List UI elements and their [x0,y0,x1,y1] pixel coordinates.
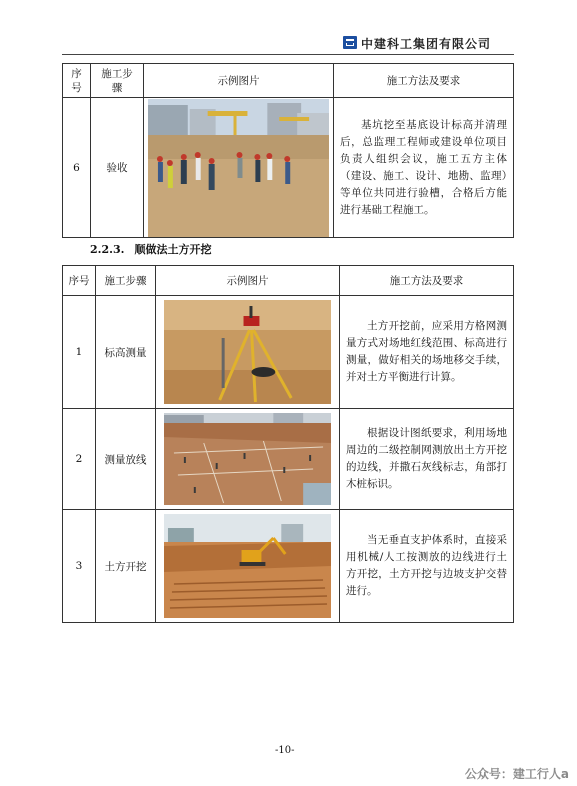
col-header-picture: 示例图片 [156,266,340,296]
row-step: 标高测量 [96,296,156,409]
section-number: 2.2.3. [90,243,125,256]
method-text: 根据设计图纸要求，利用场地周边的二级控制网测放出土方开挖的边线，并撒石灰线标志，角部打木桩标识。 [340,409,514,510]
col-header-no: 序号 [63,266,96,296]
row-number: 2 [63,409,96,510]
row-step: 测量放线 [96,409,156,510]
method-text: 当无垂直支护体系时，直接采用机械/人工按测放的边线进行土方开挖，土方开挖与边坡支护交替进行。 [340,510,514,623]
section-heading [90,241,221,257]
table-row [63,510,514,623]
example-photo-cell [156,409,340,510]
col-header-step: 施工步骤 [96,266,156,296]
table-header-row [63,266,514,296]
table-row [63,409,514,510]
row-number: 1 [63,296,96,409]
row-step: 验收 [91,98,144,238]
excavation-photo [164,514,331,618]
page-number: -10- [275,745,295,756]
row-number: 6 [63,98,91,238]
page-header [62,34,514,55]
col-header-method: 施工方法及要求 [334,64,514,98]
watermark-text: 公众号：建工行人a [464,767,569,781]
col-header-no: 序 号 [63,64,91,98]
table-header-row [63,64,514,98]
excavation-steps-table [62,265,514,623]
company-logo-icon [343,36,357,49]
layout-staking-photo [164,413,331,505]
method-text: 基坑挖至基底设计标高并清理后，总监理工程师或建设单位项目负责人组织会议，施工五方主体（建设、施工、设计、地勘、监理）等单位共同进行验槽，合格后方能进行基础工程施工。 [334,98,514,238]
acceptance-table [62,63,514,238]
site-acceptance-photo [148,99,329,237]
elevation-survey-photo [164,300,331,404]
method-text: 土方开挖前，应采用方格网测量方式对场地红线范围、标高进行测量，做好相关的场地移交手续，并对土方平衡进行计算。 [340,296,514,409]
row-step: 土方开挖 [96,510,156,623]
table-row [63,296,514,409]
col-header-method: 施工方法及要求 [340,266,514,296]
example-photo-cell [156,510,340,623]
col-header-picture: 示例图片 [144,64,334,98]
col-header-step: 施工步 骤 [91,64,144,98]
example-photo-cell [156,296,340,409]
section-title: 顺做法土方开挖 [134,243,212,256]
row-number: 3 [63,510,96,623]
company-name: 中建科工集团有限公司 [361,37,492,51]
example-photo-cell [144,98,334,238]
table-row [63,98,514,238]
